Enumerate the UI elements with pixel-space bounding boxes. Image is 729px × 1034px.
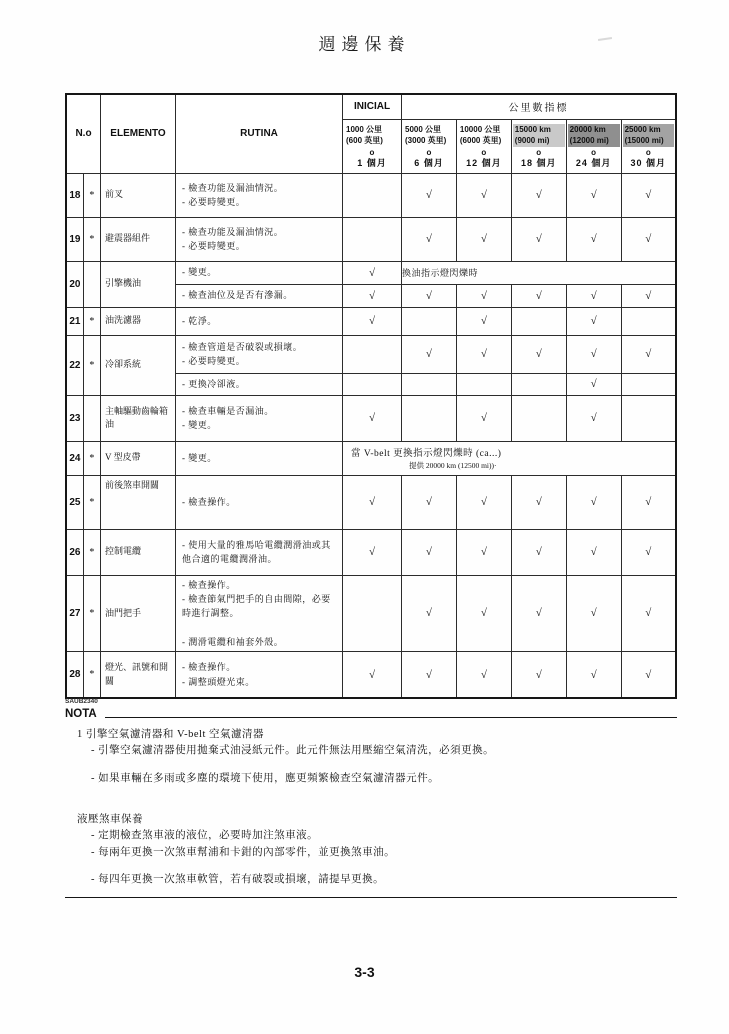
star-marker-cell — [83, 395, 100, 441]
empty-check-cell — [511, 307, 566, 335]
star-marker-cell — [83, 261, 100, 307]
check-mark-cell: √ — [566, 652, 621, 698]
column-header-rutina: RUTINA — [176, 94, 343, 173]
empty-check-cell — [343, 173, 402, 217]
check-mark-cell: √ — [402, 284, 457, 307]
check-mark-cell: √ — [402, 173, 457, 217]
check-mark-cell: √ — [566, 575, 621, 652]
interval-header-3 — [456, 119, 511, 173]
column-header-inicial: INICIAL — [343, 94, 402, 119]
star-marker-cell: * — [83, 307, 100, 335]
interval-mark: o — [591, 147, 597, 157]
rutina-cell — [176, 373, 343, 395]
empty-check-cell — [456, 373, 511, 395]
maintenance-schedule-table — [65, 93, 677, 699]
interval-span-cell: 換油指示燈閃爍時 — [402, 261, 677, 284]
interval-months: 12 個月 — [466, 157, 502, 168]
interval-header-1 — [343, 119, 402, 173]
rutina-line: - 檢查功能及漏油情況。 — [182, 182, 284, 193]
table-row-21 — [66, 307, 676, 335]
check-mark-cell: √ — [621, 217, 676, 261]
rutina-line: - 乾淨。 — [182, 315, 217, 326]
element-name-cell: 前叉 — [101, 173, 176, 217]
row-number-cell: 19 — [66, 217, 83, 261]
table-row-22-1 — [66, 335, 676, 373]
rutina-line: - 檢查操作。 — [182, 662, 236, 673]
interval-mark: o — [481, 147, 487, 157]
note-hydraulic-brake — [65, 812, 677, 888]
check-mark-cell: √ — [402, 652, 457, 698]
star-marker-cell: * — [83, 335, 100, 395]
rutina-cell — [176, 284, 343, 307]
check-mark-cell: √ — [566, 529, 621, 575]
check-mark-cell: √ — [456, 173, 511, 217]
check-mark-cell: √ — [402, 575, 457, 652]
interval-header-5 — [566, 119, 621, 173]
check-mark-cell: √ — [511, 575, 566, 652]
star-marker-cell: * — [83, 441, 100, 475]
rutina-cell — [176, 475, 343, 529]
table-row-20-1 — [66, 261, 676, 284]
interval-distance: 10000 公里 (6000 英里) — [459, 125, 502, 145]
row-number-cell: 18 — [66, 173, 83, 217]
row-number-cell: 28 — [66, 652, 83, 698]
rutina-cell — [176, 261, 343, 284]
element-name-cell: 避震器組件 — [101, 217, 176, 261]
check-mark-cell: √ — [566, 307, 621, 335]
interval-mark: o — [645, 147, 651, 157]
rutina-cell — [176, 441, 343, 475]
star-marker-cell: * — [83, 217, 100, 261]
rutina-line: - 必要時變更。 — [182, 197, 246, 207]
rutina-line: - 變更。 — [182, 267, 217, 278]
maintenance-table-body — [66, 173, 676, 698]
element-name-cell: 油門把手 — [101, 575, 176, 652]
row-number-cell: 26 — [66, 529, 83, 575]
span-cell-line: 當 V-belt 更換指示燈閃爍時 (ca...) — [351, 449, 502, 459]
check-mark-cell: √ — [456, 217, 511, 261]
check-mark-cell: √ — [343, 284, 402, 307]
check-mark-cell: √ — [511, 652, 566, 698]
rutina-line: - 檢查油位及是否有滲漏。 — [182, 290, 293, 301]
rutina-cell — [176, 652, 343, 698]
table-row-24 — [66, 441, 676, 475]
element-name-cell: 主軸驅動齒輪箱油 — [101, 395, 176, 441]
check-mark-cell: √ — [566, 284, 621, 307]
page-title: 週邊保養 — [318, 35, 411, 54]
check-mark-cell: √ — [621, 575, 676, 652]
header-row-top — [66, 94, 676, 119]
empty-check-cell — [511, 373, 566, 395]
table-row-27 — [66, 575, 676, 652]
check-mark-cell: √ — [456, 652, 511, 698]
note-bullet: - 每兩年更換一次煞車幫浦和卡鉗的內部零件，並更換煞車油。 — [91, 846, 396, 858]
check-mark-cell: √ — [621, 529, 676, 575]
nota-label: NOTA — [65, 708, 97, 720]
check-mark-cell: √ — [343, 261, 402, 284]
empty-check-cell — [621, 395, 676, 441]
element-name-cell: V 型皮帶 — [101, 441, 176, 475]
rutina-line: - 變更。 — [182, 452, 217, 463]
table-row-25 — [66, 475, 676, 529]
table-row-28 — [66, 652, 676, 698]
note-title: 1 引擎空氣濾清器和 V-belt 空氣濾清器 — [77, 729, 264, 740]
span-cell-line: 提供 20000 km (12500 mi))· — [409, 461, 497, 470]
check-mark-cell: √ — [456, 335, 511, 373]
interval-header-6 — [621, 119, 676, 173]
rutina-line: - 更換冷卻液。 — [182, 378, 246, 389]
interval-distance-highlighted: 25000 km (15000 mi) — [623, 124, 674, 147]
interval-mark: o — [536, 147, 542, 157]
row-number-cell: 24 — [66, 441, 83, 475]
check-mark-cell: √ — [456, 529, 511, 575]
check-mark-cell: √ — [511, 173, 566, 217]
rutina-cell — [176, 335, 343, 373]
nota-rule — [105, 717, 677, 718]
row-number-cell: 21 — [66, 307, 83, 335]
rutina-line: - 使用大量的雅馬哈電纜潤滑油或其他合適的電纜潤滑油。 — [182, 539, 331, 564]
column-header-no: N.o — [66, 94, 101, 173]
check-mark-cell: √ — [456, 395, 511, 441]
empty-check-cell — [621, 307, 676, 335]
interval-mark: o — [369, 147, 375, 157]
check-mark-cell: √ — [566, 373, 621, 395]
check-mark-cell: √ — [621, 475, 676, 529]
rutina-line: - 檢查車輛是否漏油。 — [182, 405, 274, 416]
check-mark-cell: √ — [402, 529, 457, 575]
check-mark-cell: √ — [456, 284, 511, 307]
empty-check-cell — [343, 373, 402, 395]
note-bullet: - 每四年更換一次煞車軟管，若有破裂或損壞，請提早更換。 — [91, 873, 385, 885]
rutina-line — [182, 621, 336, 635]
interval-header-2 — [402, 119, 457, 173]
check-mark-cell: √ — [343, 395, 402, 441]
check-mark-cell: √ — [511, 529, 566, 575]
rutina-line: - 檢查管道是否破裂或損壞。 — [182, 341, 303, 352]
check-mark-cell: √ — [511, 217, 566, 261]
check-mark-cell: √ — [511, 475, 566, 529]
note-bullet: - 引擎空氣濾清器使用拋棄式油浸紙元件。此元件無法用壓縮空氣清洗，必須更換。 — [91, 745, 495, 757]
check-mark-cell: √ — [456, 307, 511, 335]
empty-check-cell — [343, 217, 402, 261]
check-mark-cell: √ — [566, 395, 621, 441]
row-number-cell: 25 — [66, 475, 83, 529]
star-marker-cell: * — [83, 529, 100, 575]
empty-check-cell — [402, 373, 457, 395]
check-mark-cell: √ — [621, 652, 676, 698]
check-mark-cell: √ — [621, 173, 676, 217]
row-number-cell: 27 — [66, 575, 83, 652]
table-row-19 — [66, 217, 676, 261]
table-header — [66, 94, 676, 173]
row-number-cell: 22 — [66, 335, 83, 395]
row-number-cell: 20 — [66, 261, 83, 307]
check-mark-cell: √ — [343, 652, 402, 698]
check-mark-cell: √ — [343, 307, 402, 335]
note-title: 液壓煞車保養 — [77, 814, 143, 825]
rutina-cell — [176, 395, 343, 441]
rutina-line: - 潤滑電纜和袖套外殼。 — [182, 637, 284, 648]
check-mark-cell: √ — [402, 335, 457, 373]
empty-check-cell — [343, 335, 402, 373]
star-marker-cell: * — [83, 475, 100, 529]
empty-check-cell — [343, 575, 402, 652]
interval-distance: 1000 公里 (600 英里) — [346, 125, 383, 145]
check-mark-cell: √ — [456, 475, 511, 529]
element-name-cell: 引擎機油 — [101, 261, 176, 307]
element-name-cell: 油洗濾器 — [101, 307, 176, 335]
rutina-cell — [176, 173, 343, 217]
interval-distance-highlighted: 15000 km (9000 mi) — [513, 124, 565, 147]
empty-check-cell — [402, 307, 457, 335]
rutina-line: - 必要時變更。 — [182, 241, 246, 251]
check-mark-cell: √ — [343, 475, 402, 529]
element-name-cell: 控制電纜 — [101, 529, 176, 575]
section-code: SAUB2340 — [65, 698, 98, 705]
rutina-line: - 檢查功能及漏油情況。 — [182, 226, 284, 237]
check-mark-cell: √ — [566, 217, 621, 261]
interval-span-cell — [343, 441, 677, 475]
element-name-cell: 冷卻系統 — [101, 335, 176, 395]
check-mark-cell: √ — [511, 284, 566, 307]
table-row-23 — [66, 395, 676, 441]
check-mark-cell: √ — [402, 217, 457, 261]
table-row-26 — [66, 529, 676, 575]
rutina-cell — [176, 307, 343, 335]
rutina-line: - 檢查操作。 — [182, 579, 236, 590]
empty-check-cell — [621, 373, 676, 395]
interval-months: 1 個月 — [357, 157, 387, 168]
check-mark-cell: √ — [621, 335, 676, 373]
check-mark-cell: √ — [456, 575, 511, 652]
rutina-cell — [176, 575, 343, 652]
interval-months: 18 個月 — [520, 157, 557, 168]
rutina-cell — [176, 217, 343, 261]
interval-months: 30 個月 — [630, 157, 667, 168]
nota-heading — [65, 708, 677, 720]
rutina-line: - 檢查操作。 — [182, 496, 236, 507]
star-marker-cell: * — [83, 652, 100, 698]
rutina-line: - 必要時變更。 — [182, 356, 246, 366]
check-mark-cell: √ — [402, 475, 457, 529]
empty-check-cell — [402, 395, 457, 441]
note-bullet: - 定期檢查煞車液的液位，必要時加注煞車液。 — [91, 830, 319, 842]
table-row-18 — [66, 173, 676, 217]
interval-months: 24 個月 — [575, 157, 612, 168]
note-air-filter — [65, 727, 677, 787]
rutina-line: - 調整頭燈光束。 — [182, 676, 255, 687]
check-mark-cell: √ — [511, 335, 566, 373]
star-marker-cell: * — [83, 173, 100, 217]
interval-months: 6 個月 — [414, 157, 444, 168]
column-header-elemento: ELEMENTO — [101, 94, 176, 173]
column-header-km-indicator: 公里數指標 — [402, 94, 677, 119]
note-bullet: - 如果車輛在多雨或多塵的環境下使用，應更頻繁檢查空氣濾清器元件。 — [91, 772, 440, 784]
interval-header-4 — [511, 119, 566, 173]
check-mark-cell: √ — [621, 284, 676, 307]
check-mark-cell: √ — [566, 475, 621, 529]
page-number: 3-3 — [354, 964, 375, 980]
footer-rule — [65, 897, 677, 898]
empty-check-cell — [511, 395, 566, 441]
interval-distance-highlighted: 20000 km (12000 mi) — [568, 124, 620, 147]
rutina-cell — [176, 529, 343, 575]
rutina-line: - 變更。 — [182, 420, 217, 430]
element-name-cell: 前後煞車開關 — [101, 475, 176, 529]
check-mark-cell: √ — [566, 335, 621, 373]
interval-distance: 5000 公里 (3000 英里) — [405, 125, 447, 145]
check-mark-cell: √ — [566, 173, 621, 217]
element-name-cell: 燈光、訊號和開關 — [101, 652, 176, 698]
star-marker-cell: * — [83, 575, 100, 652]
interval-mark: o — [426, 147, 432, 157]
row-number-cell: 23 — [66, 395, 83, 441]
rutina-line: - 檢查節氣門把手的自由間隙，必要時進行調整。 — [182, 593, 331, 619]
check-mark-cell: √ — [343, 529, 402, 575]
